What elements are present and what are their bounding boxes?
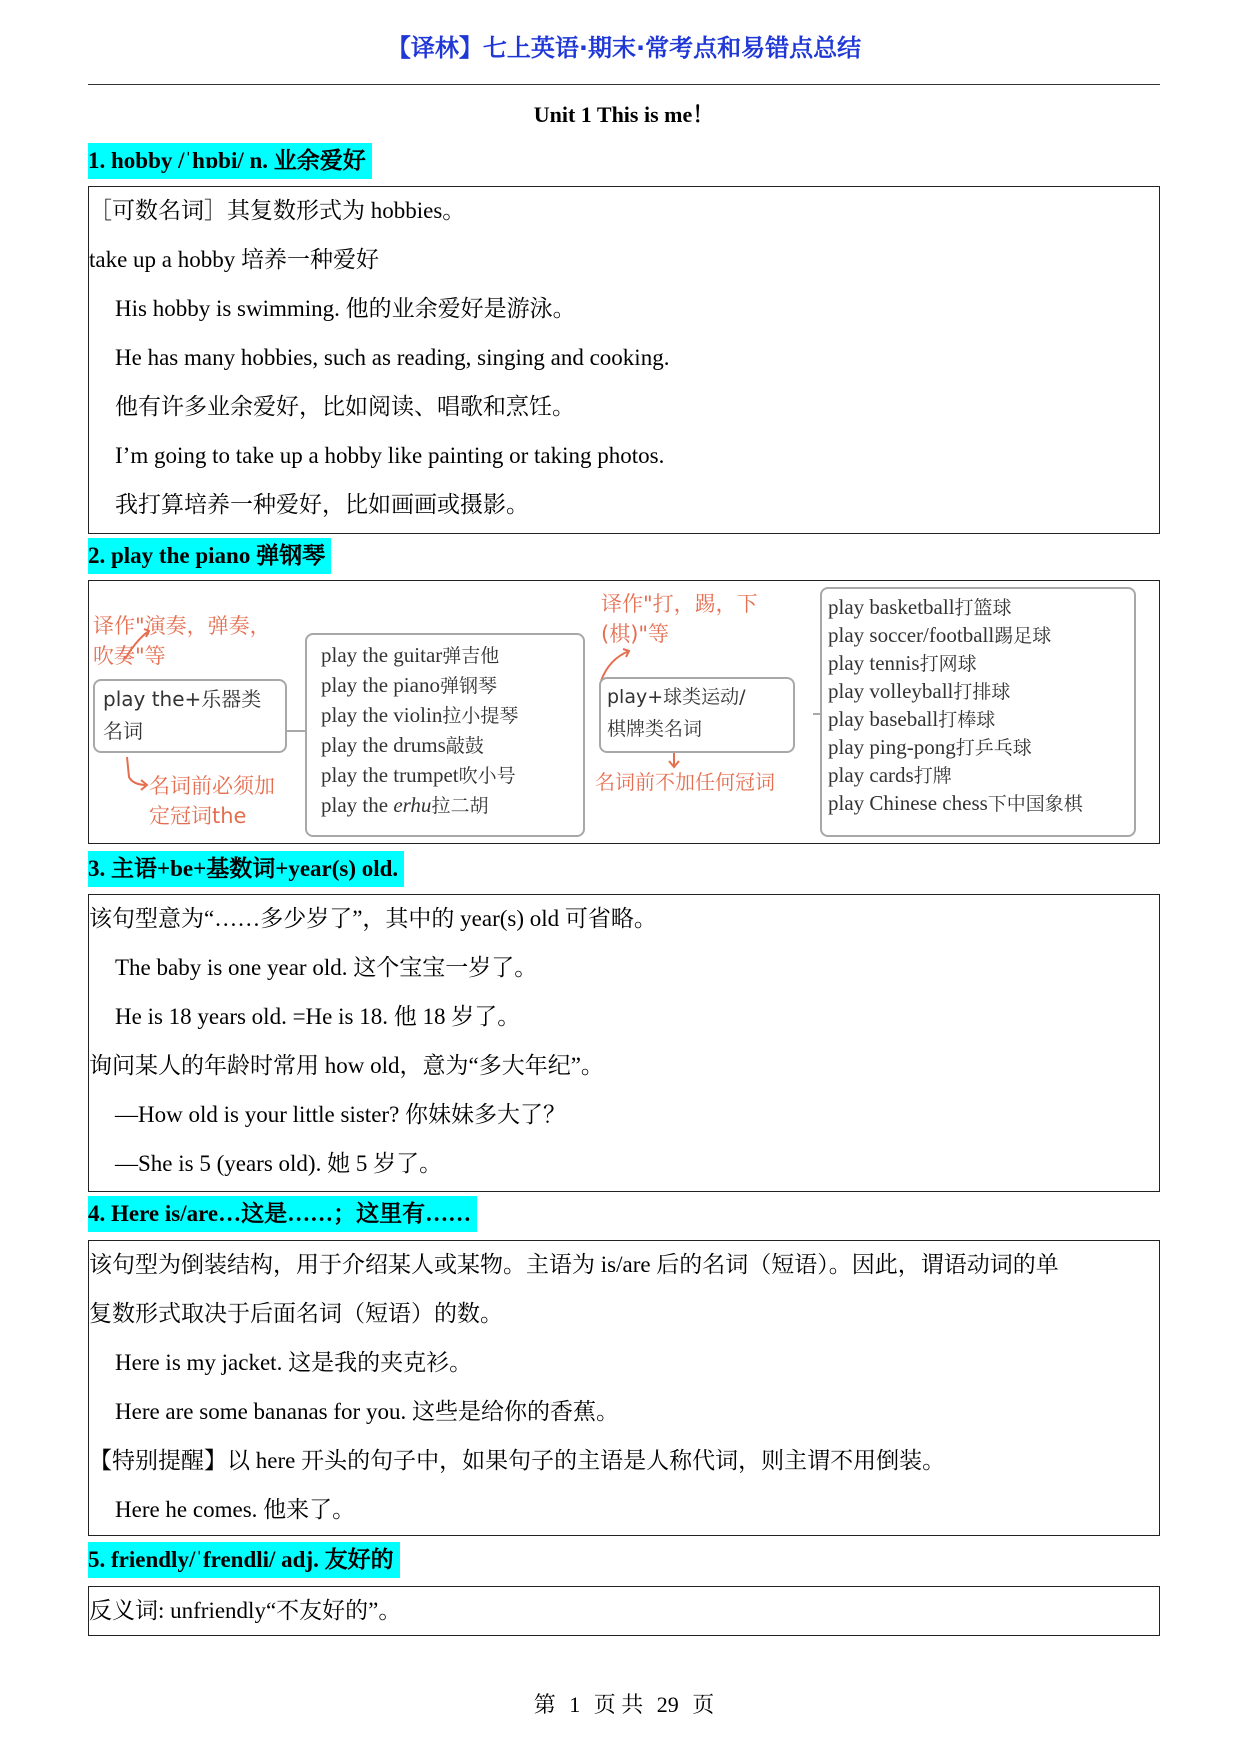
left-note-bottom-line-1: 名词前必须加 <box>149 774 275 798</box>
section-3-line-5: —How old is your little sister? 你妹妹多大了？ <box>115 1102 567 1127</box>
section-5-line-1: 反义词: unfriendly“不友好的”。 <box>89 1598 402 1623</box>
section-3-line-6: —She is 5 (years old). 她 5 岁了。 <box>115 1151 443 1176</box>
sport-item: play cards打牌 <box>828 763 952 787</box>
section-1-line-5: 他有许多业余爱好，比如阅读、唱歌和烹饪。 <box>115 394 575 419</box>
footer-middle: 页 共 <box>593 1692 644 1717</box>
instrument-item: play the piano弹钢琴 <box>321 673 497 697</box>
section-5-box <box>88 1586 1160 1636</box>
section-3-box <box>88 894 1160 1192</box>
left-note-top-line-1: 译作"演奏，弹奏， <box>93 614 271 638</box>
section-3-line-3: He is 18 years old. =He is 18. 他 18 岁了。 <box>115 1004 521 1029</box>
sport-item: play baseball打棒球 <box>828 707 996 731</box>
sport-item: play volleyball打排球 <box>828 679 1011 703</box>
sport-item: play basketball打篮球 <box>828 595 1012 619</box>
mid-structure-line-1: play+球类运动/ <box>607 686 746 708</box>
section-4-line-5: 【特别提醒】以 here 开头的句子中，如果句子的主语是人称代词，则主谓不用倒装。 <box>89 1448 946 1473</box>
page-footer <box>88 1688 1160 1719</box>
instrument-item: play the guitar弹吉他 <box>321 643 500 667</box>
footer-prefix: 第 <box>533 1692 556 1717</box>
section-3-line-4: 询问某人的年龄时常用 how old，意为“多大年纪”。 <box>89 1053 604 1078</box>
section-1-line-2: take up a hobby 培养一种爱好 <box>89 247 380 272</box>
section-4-line-2: 复数形式取决于后面名词（短语）的数。 <box>89 1301 503 1326</box>
section-4-line-1: 该句型为倒装结构，用于介绍某人或某物。主语为 is/are 后的名词（短语）。因此，谓语动词的单 <box>89 1252 1059 1277</box>
section-4-line-4: Here are some bananas for you. 这些是给你的香蕉。 <box>115 1399 619 1424</box>
section-3-heading: 3. 主语+be+基数词+year(s) old. <box>88 851 404 887</box>
section-3-line-1: 该句型意为“……多少岁了”，其中的 year(s) old 可省略。 <box>89 906 657 931</box>
document-header-title: 【译林】七上英语·期末·常考点和易错点总结 <box>386 34 862 62</box>
section-4-line-6: Here he comes. 他来了。 <box>115 1497 356 1522</box>
section-4-line-3: Here is my jacket. 这是我的夹克衫。 <box>115 1350 473 1375</box>
mid-note-bottom: 名词前不加任何冠词 <box>595 770 775 794</box>
sport-item: play ping-pong打乒乓球 <box>828 735 1032 759</box>
section-1-heading: 1. hobby /ˈhɒbi/ n. 业余爱好 <box>88 143 372 179</box>
instrument-examples-box <box>305 633 585 837</box>
total-page-count: 29 <box>656 1692 679 1717</box>
section-2-heading: 2. play the piano 弹钢琴 <box>88 538 331 574</box>
instrument-item: play the erhu拉二胡 <box>321 793 489 817</box>
sport-item: play Chinese chess下中国象棋 <box>828 791 1083 815</box>
sport-item: play soccer/football踢足球 <box>828 623 1052 647</box>
section-5-heading: 5. friendly/ˈfrendli/ adj. 友好的 <box>88 1542 400 1578</box>
unit-title: Unit 1 This is me！ <box>533 102 715 127</box>
section-1-line-1: ［可数名词］其复数形式为 hobbies。 <box>89 198 466 223</box>
play-usage-diagram <box>88 580 1160 844</box>
mid-structure-line-2: 棋牌类名词 <box>607 718 703 740</box>
left-structure-line-2: 名词 <box>103 719 143 743</box>
instrument-item: play the violin拉小提琴 <box>321 703 519 727</box>
left-structure-line-1: play the+乐器类 <box>103 687 262 711</box>
section-3-line-2: The baby is one year old. 这个宝宝一岁了。 <box>115 955 538 980</box>
section-1-line-4: He has many hobbies, such as reading, singing and cooking. <box>115 345 670 370</box>
section-1-box <box>88 186 1160 534</box>
sport-examples-box <box>820 587 1136 837</box>
footer-suffix: 页 <box>692 1692 715 1717</box>
instrument-item: play the trumpet吹小号 <box>321 763 516 787</box>
section-4-box <box>88 1240 1160 1536</box>
left-note-bottom-line-2: 定冠词the <box>149 804 247 828</box>
mid-structure-box <box>599 677 795 753</box>
section-1-line-7: 我打算培养一种爱好，比如画画或摄影。 <box>115 492 529 517</box>
instrument-item: play the drums敲鼓 <box>321 733 484 757</box>
section-4-heading: 4. Here is/are…这是……；这里有…… <box>88 1196 477 1232</box>
left-structure-box <box>93 679 287 753</box>
mid-note-top-line-1: 译作"打，踢，下 <box>601 592 758 616</box>
mid-note-top-line-2: (棋)"等 <box>601 622 670 646</box>
current-page-number: 1 <box>569 1692 581 1717</box>
left-note-top-line-2: 吹奏"等 <box>93 644 166 668</box>
header-divider <box>88 84 1160 85</box>
sport-item: play tennis打网球 <box>828 651 977 675</box>
section-1-line-3: His hobby is swimming. 他的业余爱好是游泳。 <box>115 296 576 321</box>
section-1-line-6: I’m going to take up a hobby like painting or taking photos. <box>115 443 665 468</box>
